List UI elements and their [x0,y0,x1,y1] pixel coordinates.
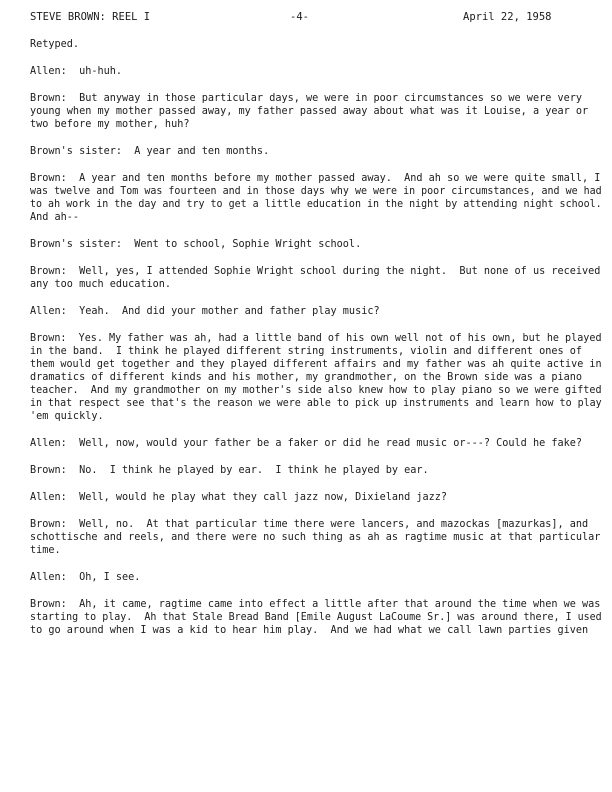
transcript-line: time. [30,545,61,556]
transcript-line: Brown: Well, yes, I attended Sophie Wright school during the night. But none of us received [30,266,601,277]
header-speaker-reel: STEVE BROWN: REEL I [30,11,151,23]
paragraph-spacer [30,423,602,437]
transcript-paragraph [30,265,602,291]
transcript-line: Allen: Well, would he play what they call jazz now, Dixieland jazz? [30,492,448,503]
transcript-line: any too much education. [30,279,172,290]
page-number: -4- [290,11,309,23]
paragraph-spacer [30,78,602,92]
transcript-line: Brown: A year and ten months before my mother passed away. And ah so we were quite small, I [30,173,601,184]
paragraph-spacer [30,318,602,332]
transcript-line: teacher. And my grandmother on my mother's side also knew how to play piano so we were gifted [30,385,602,396]
transcript-line: two before my mother, huh? [30,119,190,130]
transcript-line: Brown's sister: Went to school, Sophie Wright school. [30,239,362,250]
transcript-paragraph [30,518,602,557]
paragraph-spacer [30,477,602,491]
transcript-paragraph [30,145,602,158]
transcript-paragraph [30,305,602,318]
page-header [0,11,612,27]
transcript-paragraph [30,65,602,78]
transcript-line: Allen: Yeah. And did your mother and father play music? [30,306,380,317]
transcript-line: Allen: Oh, I see. [30,572,141,583]
transcript-line: in that respect see that's the reason we were able to pick up instruments and learn how to play [30,398,602,409]
transcript-line: Brown: Yes. My father was ah, had a little band of his own well not of his own, but he played [30,333,602,344]
transcript-line: 'em quickly. [30,411,104,422]
paragraph-spacer [30,450,602,464]
transcript-paragraph [30,172,602,224]
transcript-paragraph [30,92,602,131]
transcript-line: schottische and reels, and there were no such thing as ah as ragtime music at that particular [30,532,601,543]
transcript-line: starting to play. Ah that Stale Bread Band [Emile August LaCoume Sr.] was around there, I used [30,612,602,623]
transcript-line: And ah-- [30,212,80,223]
transcript-line: Brown's sister: A year and ten months. [30,146,270,157]
transcript-paragraph [30,598,602,637]
paragraph-spacer [30,224,602,238]
transcript-line: Retyped. [30,39,80,50]
transcript-paragraph [30,332,602,423]
transcript-body [30,38,602,637]
transcript-paragraph [30,238,602,251]
transcript-line: Brown: But anyway in those particular days, we were in poor circumstances so we were very [30,93,583,104]
paragraph-spacer [30,251,602,265]
transcript-line: Brown: Well, no. At that particular time there were lancers, and mazockas [mazurkas], and [30,519,589,530]
transcript-line: them would get together and they played different affairs and my father was ah quite active in [30,359,602,370]
paragraph-spacer [30,158,602,172]
transcript-paragraph [30,38,602,51]
paragraph-spacer [30,291,602,305]
transcript-line: young when my mother passed away, my father passed away about what was it Louise, a year or [30,106,589,117]
paragraph-spacer [30,131,602,145]
transcript-paragraph [30,437,602,450]
transcript-line: Allen: uh-huh. [30,66,123,77]
paragraph-spacer [30,557,602,571]
transcript-line: Allen: Well, now, would your father be a faker or did he read music or---? Could he fake? [30,438,583,449]
transcript-line: Brown: No. I think he played by ear. I think he played by ear. [30,465,429,476]
transcript-line: Brown: Ah, it came, ragtime came into effect a little after that around the time when we was [30,599,601,610]
paragraph-spacer [30,504,602,518]
transcript-paragraph [30,464,602,477]
transcript-line: in the band. I think he played different string instruments, violin and different ones of [30,346,583,357]
transcript-line: was twelve and Tom was fourteen and in those days why we were in poor circumstances, and we had [30,186,602,197]
transcript-paragraph [30,491,602,504]
header-date: April 22, 1958 [463,11,552,23]
transcript-line: to ah work in the day and try to get a little education in the night by attending night school. [30,199,602,210]
transcript-line: to go around when I was a kid to hear him play. And we had what we call lawn parties given [30,625,589,636]
paragraph-spacer [30,584,602,598]
transcript-line: dramatics of different kinds and his mother, my grandmother, on the Brown side was a piano [30,372,583,383]
paragraph-spacer [30,51,602,65]
transcript-paragraph [30,571,602,584]
